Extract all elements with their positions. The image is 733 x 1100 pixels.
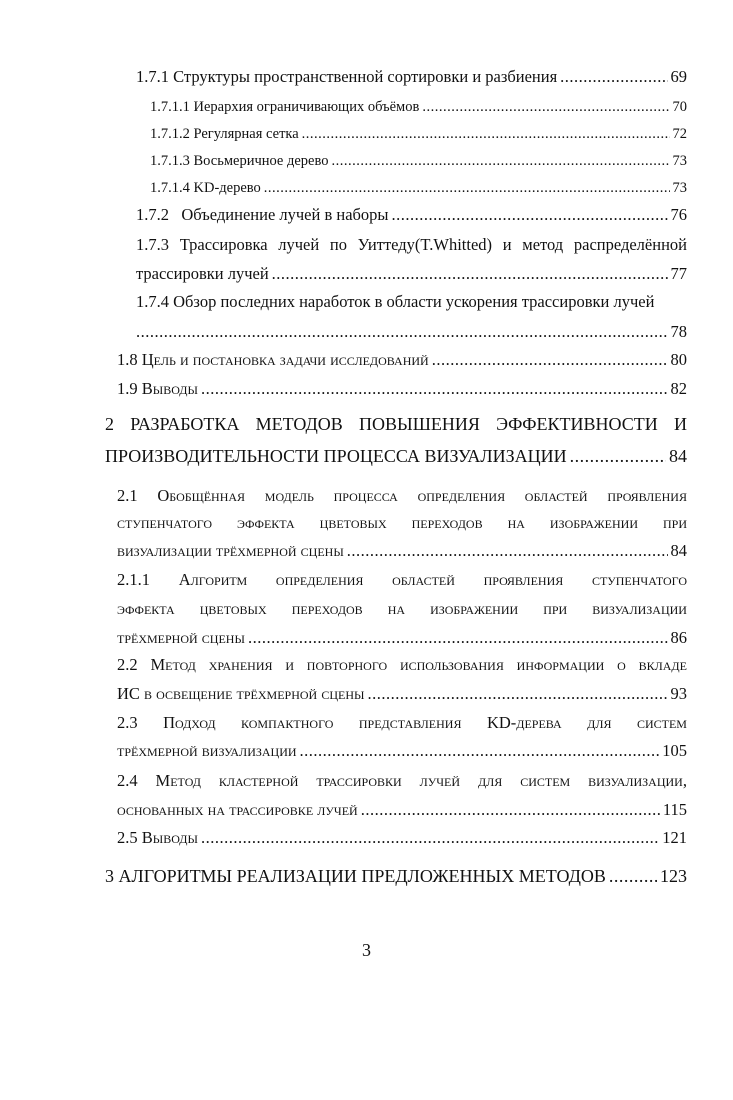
toc-word: определения (417, 486, 506, 505)
toc-word: И (673, 414, 687, 434)
toc-entry-line (117, 486, 687, 506)
toc-word: Подход (163, 713, 216, 732)
toc-entry-line (117, 713, 687, 733)
toc-word: ПОВЫШЕНИЯ (359, 414, 480, 434)
dot-leader (300, 741, 660, 761)
toc-entry (150, 124, 687, 144)
toc-word: систем (636, 713, 687, 732)
dot-leader (570, 446, 666, 466)
dot-leader (136, 322, 668, 342)
toc-word: цветовых (319, 513, 387, 532)
toc-word: визуализации, (588, 771, 687, 790)
toc-entry-page: 77 (670, 264, 687, 283)
toc-word: ЭФФЕКТИВНОСТИ (496, 414, 658, 434)
toc-word: на (387, 599, 406, 618)
toc-word: при (662, 513, 687, 532)
toc-word: и (285, 655, 294, 674)
toc-word: повторного (306, 655, 388, 674)
toc-word: переходов (291, 599, 363, 618)
toc-entry-title: основанных на трассировке лучей (117, 800, 358, 819)
dot-leader (302, 124, 670, 144)
toc-entry-line (117, 570, 687, 590)
toc-word: изображении (430, 599, 519, 618)
toc-entry (136, 322, 687, 342)
toc-word: ступенчатого (591, 570, 687, 589)
toc-word: визуализации (592, 599, 687, 618)
toc-entry-page: 72 (672, 126, 687, 142)
dot-leader (432, 350, 668, 370)
toc-word: 2 (105, 414, 114, 434)
toc-word: вкладе (638, 655, 687, 674)
toc-entry-title: 1.7.1.2 Регулярная сетка (150, 126, 299, 142)
toc-entry-page: 86 (670, 628, 687, 647)
toc-entry (150, 97, 687, 117)
toc-word: 2.2 (117, 655, 138, 674)
toc-entry (117, 741, 687, 761)
dot-leader (392, 205, 668, 225)
toc-word: Уиттеду(T.Whitted) (357, 235, 493, 254)
toc-word: Алгоритм (178, 570, 248, 589)
toc-entry (150, 151, 687, 171)
dot-leader (264, 178, 670, 198)
dot-leader (248, 628, 668, 648)
toc-entry-title: трёхмерной сцены (117, 628, 245, 647)
toc-entry-title: трёхмерной визуализации (117, 741, 297, 760)
toc-entry-line (136, 292, 696, 312)
toc-entry-line (117, 599, 687, 619)
toc-word: процесса (333, 486, 398, 505)
toc-word: 1.7.3 (136, 235, 169, 254)
toc-word: Обобщённая (157, 486, 246, 505)
toc-entry-page: 69 (670, 67, 687, 86)
toc-entry (105, 446, 687, 466)
toc-word: по (329, 235, 347, 254)
toc-entry (117, 628, 687, 648)
toc-word: для (587, 713, 612, 732)
toc-entry-title: 3 АЛГОРИТМЫ РЕАЛИЗАЦИИ ПРЕДЛОЖЕННЫХ МЕТОДОВ (105, 866, 606, 886)
toc-word: KD-дерева (486, 713, 562, 732)
toc-word: областей (524, 486, 588, 505)
toc-word: информации (516, 655, 605, 674)
toc-entry-line (117, 513, 687, 533)
toc-word: областей (392, 570, 455, 589)
toc-entry-title: 2.5 Выводы (117, 828, 198, 847)
dot-leader (367, 684, 667, 704)
toc-entry (117, 379, 687, 399)
toc-word: Трассировка (179, 235, 268, 254)
dot-leader (560, 67, 667, 87)
toc-entry-page: 115 (662, 800, 687, 819)
toc-entry (136, 264, 687, 284)
toc-entry (105, 866, 687, 886)
dot-leader (422, 97, 669, 117)
dot-leader (272, 264, 668, 284)
toc-word: 2.1 (117, 486, 138, 505)
toc-entry-title: 1.9 Выводы (117, 379, 198, 398)
toc-word: РАЗРАБОТКА (130, 414, 240, 434)
toc-entry-page: 78 (670, 322, 687, 341)
toc-word: МЕТОДОВ (255, 414, 343, 434)
toc-entry-title: визуализации трёхмерной сцены (117, 541, 344, 560)
page-number: 3 (362, 940, 371, 960)
toc-entry (150, 178, 687, 198)
toc-word: эффекта (237, 513, 295, 532)
toc-word: лучей (419, 771, 461, 790)
dot-leader (201, 828, 659, 848)
toc-word: и (502, 235, 512, 254)
toc-word: хранения (208, 655, 273, 674)
dot-leader (201, 379, 668, 399)
toc-entry-page: 73 (672, 180, 687, 196)
toc-entry-page: 123 (660, 866, 687, 886)
toc-entry-title: 1.7.1 Структуры пространственной сортировки и разбиения (136, 67, 558, 86)
dot-leader (347, 541, 668, 561)
toc-entry (117, 350, 687, 370)
toc-word: цветовых (199, 599, 267, 618)
toc-entry-title: 1.7.1.1 Иерархия ограничивающих объёмов (150, 99, 420, 115)
toc-entry-page: 84 (670, 541, 687, 560)
toc-entry-title: 1.7.2 Объединение лучей в наборы (136, 205, 389, 224)
toc-entry-page: 84 (669, 446, 687, 466)
toc-word: проявления (483, 570, 564, 589)
toc-word: трассировки (316, 771, 402, 790)
toc-entry-line (105, 414, 687, 434)
toc-word: Метод (150, 655, 196, 674)
dot-leader (609, 866, 657, 886)
toc-word: представления (358, 713, 462, 732)
toc-word: изображении (549, 513, 639, 532)
toc-word: 2.3 (117, 713, 138, 732)
toc-entry (117, 541, 687, 561)
toc-word: кластерной (218, 771, 299, 790)
toc-entry-title: ИС в освещение трёхмерной сцены (117, 684, 365, 703)
toc-entry-page: 121 (662, 828, 687, 847)
toc-entry-title: трассировки лучей (136, 264, 269, 283)
toc-entry-page: 93 (670, 684, 687, 703)
toc-word: использования (399, 655, 504, 674)
toc-entry (136, 205, 687, 225)
dot-leader (332, 151, 670, 171)
toc-entry-page: 73 (672, 153, 687, 169)
toc-word: ступенчатого (117, 513, 213, 532)
toc-entry-title: 1.7.1.4 KD-дерево (150, 180, 261, 196)
toc-entry (117, 684, 687, 704)
toc-word: о (617, 655, 626, 674)
toc-word: 2.1.1 (117, 570, 150, 589)
toc-entry-title: ПРОИЗВОДИТЕЛЬНОСТИ ПРОЦЕССА ВИЗУАЛИЗАЦИИ (105, 446, 567, 466)
toc-entry-page: 80 (670, 350, 687, 369)
toc-word: распределённой (573, 235, 687, 254)
toc-entry (136, 67, 687, 87)
toc-word: на (507, 513, 525, 532)
dot-leader (361, 800, 660, 820)
toc-word: метод (522, 235, 564, 254)
toc-word: систем (520, 771, 571, 790)
toc-entry (117, 800, 687, 820)
toc-word: для (477, 771, 503, 790)
toc-entry-title: 1.7.4 Обзор последних наработок в области ускорения трассировки лучей (136, 292, 655, 311)
toc-word: Метод (155, 771, 201, 790)
toc-word: модель (264, 486, 314, 505)
toc-word: проявления (607, 486, 687, 505)
toc-entry-line (136, 235, 687, 255)
toc-entry-line (117, 655, 687, 675)
toc-entry-page: 76 (670, 205, 687, 224)
toc-word: при (543, 599, 568, 618)
toc-entry-title: 1.8 Цель и постановка задачи исследований (117, 350, 429, 369)
toc-entry (117, 828, 687, 848)
toc-entry-line (117, 771, 687, 791)
toc-word: переходов (411, 513, 483, 532)
toc-word: лучей (278, 235, 320, 254)
toc-word: определения (275, 570, 364, 589)
toc-entry-page: 70 (672, 99, 687, 115)
toc-word: компактного (241, 713, 334, 732)
toc-entry-title: 1.7.1.3 Восьмеричное дерево (150, 153, 329, 169)
toc-entry-page: 82 (670, 379, 687, 398)
toc-word: эффекта (117, 599, 175, 618)
toc-entry-page: 105 (662, 741, 687, 760)
toc-word: 2.4 (117, 771, 138, 790)
